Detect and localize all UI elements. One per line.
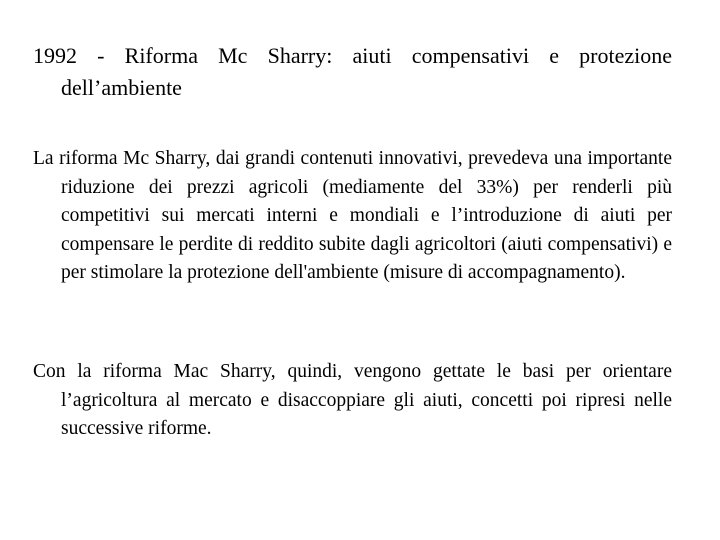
slide-title: 1992 - Riforma Mc Sharry: aiuti compensativi e protezione dell’ambiente — [33, 43, 672, 100]
body-paragraph-1: La riforma Mc Sharry, dai grandi contenuti innovativi, prevedeva una importante riduzione dei prezzi agricoli (mediamente del 33%) per renderli più competitivi sui mercati interni e mondiali e l’introduzione di aiuti per compensare le perdite di reddito subite dagli agricoltori (aiuti compensativi) e per stimolare la protezione dell'ambiente (misure di accompagnamento). — [33, 148, 672, 284]
body-paragraph-2: Con la riforma Mac Sharry, quindi, vengono gettate le basi per orientare l’agricoltura al mercato e disaccoppiare gli aiuti, concetti poi ripresi nelle successive riforme. — [33, 361, 672, 440]
